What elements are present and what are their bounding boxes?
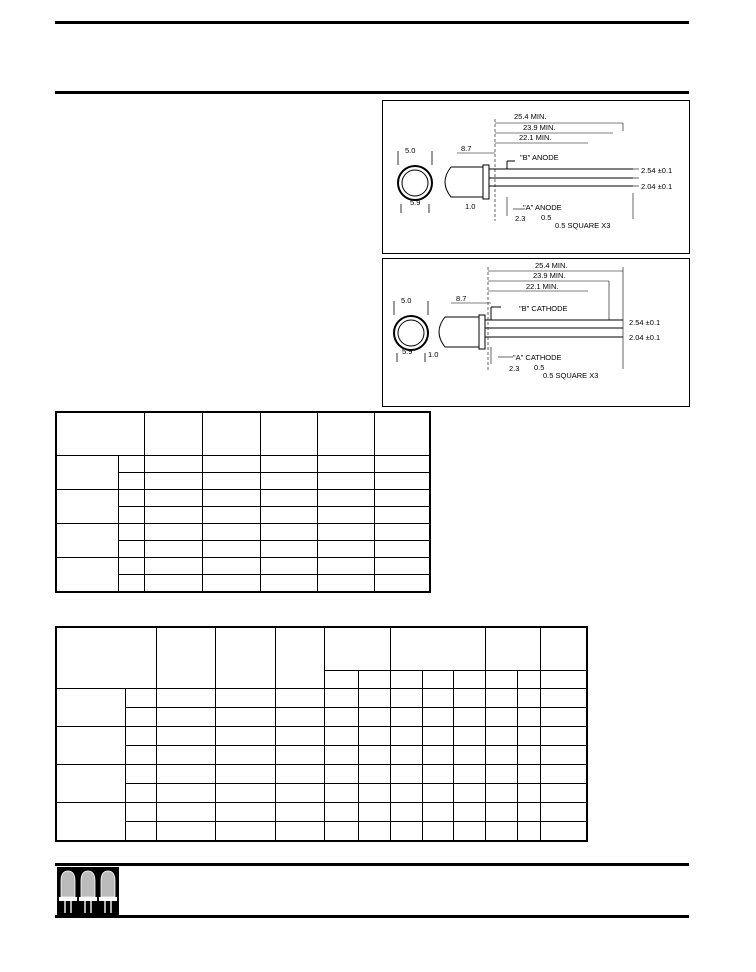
table-row: [56, 727, 587, 746]
group-cell: [56, 524, 118, 558]
label-square-leads: 0.5 SQUARE X3: [555, 221, 611, 230]
footer-top-rule: [55, 863, 689, 866]
dim-diameter-bottom: 5.9: [410, 198, 421, 207]
header-cell: [202, 412, 260, 456]
table-row: [56, 784, 587, 803]
label-anode-b: "B" ANODE: [520, 153, 559, 162]
label-cathode-a: "A" CATHODE: [513, 353, 562, 362]
table-row: [56, 822, 587, 842]
group-cell: [56, 558, 118, 593]
table-row: [56, 765, 587, 784]
dim-diameter-top: 5.0: [401, 296, 412, 305]
label-square-leads: 0.5 SQUARE X3: [543, 371, 599, 380]
dim-tolerance-2: 2.04 ±0.1: [641, 182, 673, 191]
table-row: [56, 524, 430, 541]
header-bottom-rule: [55, 91, 689, 94]
group-cell: [56, 490, 118, 524]
dim-lead-thickness: 0.5: [541, 213, 552, 222]
label-cathode-b: "B" CATHODE: [519, 304, 568, 313]
package-diagram-common-cathode: [382, 258, 690, 407]
header-cell: [56, 412, 144, 456]
header-cell: [540, 627, 587, 671]
dim-25-4: 25.4 MIN.: [514, 112, 547, 121]
table-row: [56, 558, 430, 575]
lower-spec-table: [55, 626, 588, 842]
header-cell: [390, 627, 485, 671]
dim-flange: 1.0: [428, 350, 439, 359]
table-row: [56, 689, 587, 708]
header-cell: [156, 627, 215, 689]
dim-body-length: 8.7: [461, 144, 472, 153]
dim-body-length: 8.7: [456, 294, 467, 303]
dim-tolerance-2: 2.04 ±0.1: [629, 333, 661, 342]
dim-23-9: 23.9 MIN.: [523, 123, 556, 132]
dim-diameter-top: 5.0: [405, 146, 416, 155]
header-cell: [485, 627, 540, 671]
group-cell: [56, 765, 125, 803]
dim-lead-thickness: 0.5: [534, 363, 545, 372]
header-cell: [144, 412, 202, 456]
three-led-lamps-icon: [57, 867, 119, 915]
footer-bottom-rule: [55, 915, 689, 918]
dim-diameter-bottom: 5.9: [402, 347, 413, 356]
label-anode-a: "A" ANODE: [523, 203, 562, 212]
group-cell: [56, 456, 118, 490]
table-row: [56, 456, 430, 473]
header-cell: [317, 412, 374, 456]
table-row: [56, 708, 587, 727]
header-cell: [215, 627, 275, 689]
package-drawing-cathode: [383, 259, 689, 406]
header-cell: [260, 412, 317, 456]
header-cell: [324, 627, 390, 671]
dim-25-4: 25.4 MIN.: [535, 261, 568, 270]
dim-22-1: 22.1 MIN.: [519, 133, 552, 142]
dim-tolerance-1: 2.54 ±0.1: [641, 166, 673, 175]
group-cell: [56, 803, 125, 842]
dim-23-9: 23.9 MIN.: [533, 271, 566, 280]
dim-flange: 1.0: [465, 202, 476, 211]
table-header-row: [56, 412, 430, 456]
table-row: [56, 746, 587, 765]
header-top-rule: [55, 21, 689, 24]
package-diagram-common-anode: [382, 100, 690, 254]
package-drawing-anode: [383, 101, 689, 253]
header-cell: [374, 412, 430, 456]
group-cell: [56, 727, 125, 765]
table-row: [56, 803, 587, 822]
table-row: [56, 490, 430, 507]
table-header-row: [56, 627, 587, 671]
dim-pitch: 2.3: [509, 364, 520, 373]
dim-pitch: 2.3: [515, 214, 526, 223]
dim-tolerance-1: 2.54 ±0.1: [629, 318, 661, 327]
dim-22-1: 22.1 MIN.: [526, 282, 559, 291]
group-cell: [56, 689, 125, 727]
header-cell: [275, 627, 324, 689]
header-cell: [56, 627, 156, 689]
upper-spec-table: [55, 411, 431, 593]
